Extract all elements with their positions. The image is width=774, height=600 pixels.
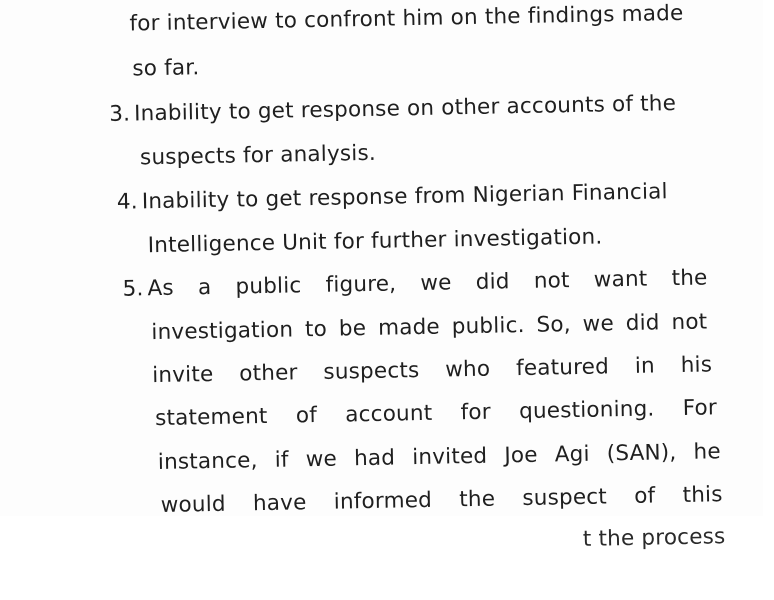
list-item-5-continuation-line-4 bbox=[158, 439, 721, 478]
list-number-5: 5. bbox=[122, 276, 144, 302]
list-number-3: 3. bbox=[108, 101, 131, 127]
list-item-5-continuation-line-2 bbox=[152, 352, 712, 391]
text-line: instance, if we had invited Joe Agi (SAN), he bbox=[157, 439, 722, 476]
list-item-2-continuation-line-2 bbox=[132, 55, 200, 82]
text-line: Intelligence Unit for further investigation. bbox=[147, 224, 603, 259]
text-line: t the process bbox=[582, 524, 726, 552]
text-line: would have informed the suspect of this bbox=[160, 482, 723, 519]
list-number-4: 4. bbox=[116, 189, 139, 215]
text-line: Inability to get response from Nigerian Financial bbox=[141, 179, 668, 215]
list-item-5-continuation-line-1 bbox=[151, 309, 707, 348]
text-line: As a public figure, we did not want the bbox=[147, 265, 708, 302]
list-item-4-continuation bbox=[148, 224, 603, 259]
text-line: statement of account for questioning. For bbox=[154, 395, 718, 432]
text-line: for interview to confront him on the findings made bbox=[129, 0, 684, 37]
text-line: Inability to get response on other accounts of the bbox=[133, 91, 677, 127]
list-item-4 bbox=[117, 179, 668, 216]
list-item-2-continuation-line-1 bbox=[129, 1, 683, 38]
list-item-5-continuation-line-3 bbox=[155, 395, 717, 434]
list-item-3-continuation bbox=[140, 141, 376, 172]
list-item-5 bbox=[122, 265, 707, 304]
list-item-5-continuation-line-6-cut-off bbox=[163, 524, 725, 561]
text-line: suspects for analysis. bbox=[139, 140, 377, 171]
text-line: invite other suspects who featured in his bbox=[151, 352, 713, 389]
list-item-3 bbox=[109, 91, 676, 128]
text-line: investigation to be made public. So, we did not bbox=[151, 309, 708, 346]
text-line: so far. bbox=[132, 55, 200, 82]
list-item-5-continuation-line-5 bbox=[160, 482, 722, 521]
